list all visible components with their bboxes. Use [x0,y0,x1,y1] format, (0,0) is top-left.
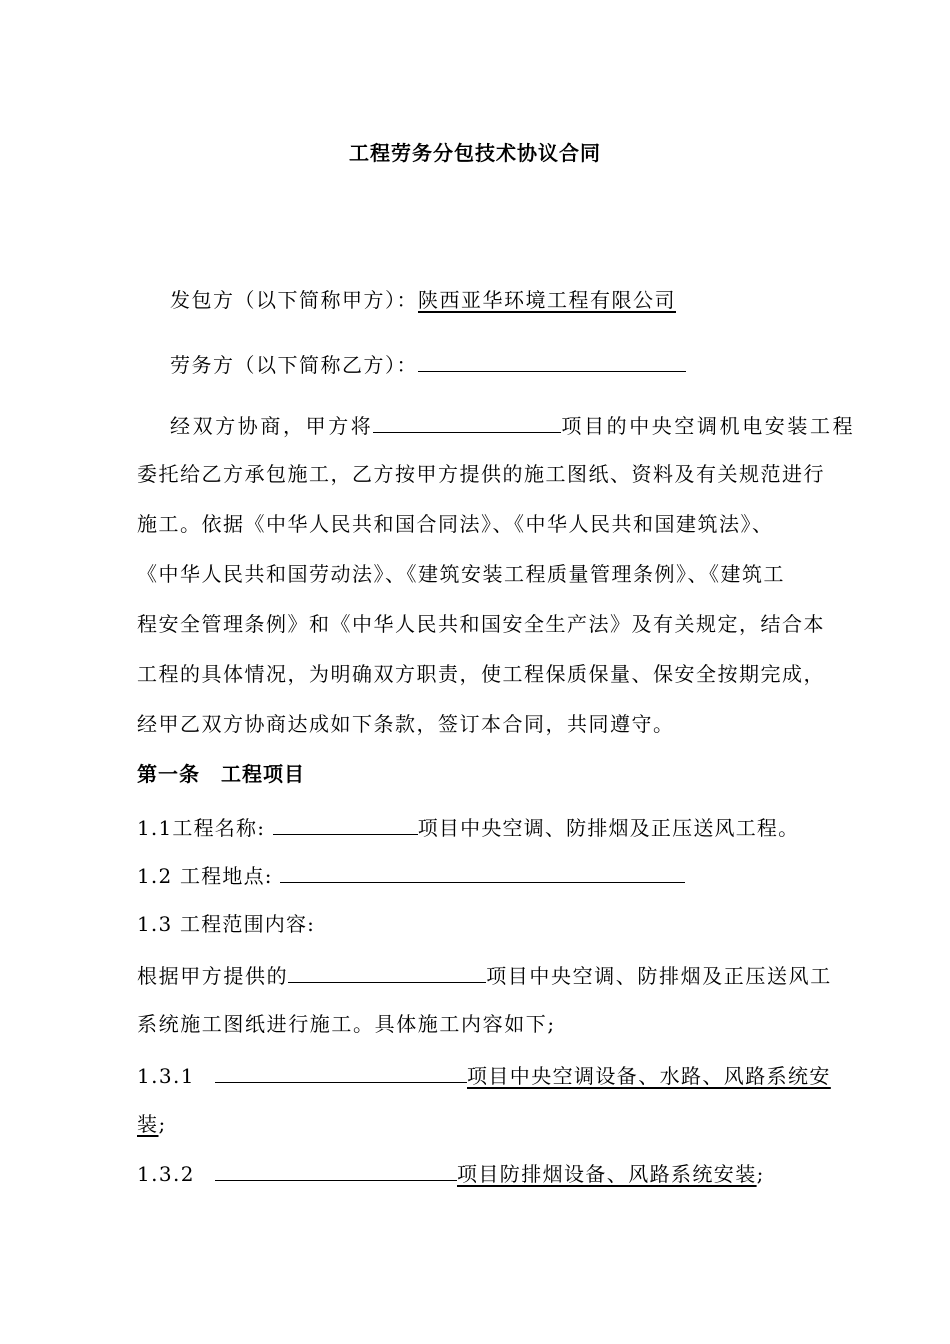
item-1-2 [137,862,857,888]
scope-line-1 [137,962,857,988]
party-a-label: 发包方（以下简称甲方）： [170,288,418,312]
item-1-3-2-blank[interactable] [215,1160,457,1181]
intro-line-1 [170,412,890,438]
intro-line-3: 施工。依据《中华人民共和国合同法》、《中华人民共和国建筑法》、 [137,512,774,536]
item-1-3-1-continuation [137,1112,857,1136]
item-1-2-blank[interactable] [280,862,685,883]
intro-lead: 经双方协商，甲方将 [170,414,374,438]
intro-line-4: 《中华人民共和国劳动法》、《建筑安装工程质量管理条例》、《建筑工 [137,562,785,586]
item-1-3-1 [137,1062,857,1088]
scope-lead: 根据甲方提供的 [137,964,289,988]
item-1-3-1-blank[interactable] [215,1062,467,1083]
item-1-3-2-tail: 项目防排烟设备、风路系统安装 [457,1162,757,1186]
party-b-line [170,351,890,377]
intro-line-7: 经甲乙双方协商达成如下条款，签订本合同，共同遵守。 [137,712,675,736]
item-1-3-2 [137,1160,857,1186]
intro-project-blank[interactable] [373,412,561,433]
item-1-2-label: 1.2 工程地点: [137,864,273,888]
intro-line1-tail: 项目的中央空调机电安装工程 [561,414,856,438]
item-1-3-1-end: ; [158,1112,167,1136]
item-1-1-label: 1.1工程名称: [137,816,266,840]
scope-line-2: 系统施工图纸进行施工。具体施工内容如下; [137,1012,556,1036]
party-b-blank[interactable] [418,351,686,372]
item-1-3-1-tail: 项目中央空调设备、水路、风路系统安 [467,1064,831,1088]
article-1-heading: 第一条 工程项目 [137,762,305,786]
item-1-3: 1.3 工程范围内容: [137,912,316,936]
intro-line-5: 程安全管理条例》和《中华人民共和国安全生产法》及有关规定，结合本 [137,612,825,636]
scope-project-blank[interactable] [288,962,486,983]
item-1-3-2-end: ; [756,1162,765,1186]
scope-tail: 项目中央空调、防排烟及正压送风工 [486,964,832,988]
document-title: 工程劳务分包技术协议合同 [349,141,601,165]
item-1-3-1-cont: 装 [137,1112,159,1136]
party-a-value: 陕西亚华环境工程有限公司 [418,288,676,312]
intro-line-6: 工程的具体情况，为明确双方职责，使工程保质保量、保安全按期完成， [137,662,825,686]
party-b-label: 劳务方（以下简称乙方）： [170,353,418,377]
item-1-3-1-label: 1.3.1 [137,1064,195,1088]
intro-line-2: 委托给乙方承包施工，乙方按甲方提供的施工图纸、资料及有关规范进行 [137,462,825,486]
item-1-1-blank[interactable] [273,814,418,835]
item-1-1-tail: 项目中央空调、防排烟及正压送风工程。 [417,816,800,840]
party-a-line [170,288,890,312]
item-1-3-2-label: 1.3.2 [137,1162,195,1186]
item-1-1 [137,814,857,840]
